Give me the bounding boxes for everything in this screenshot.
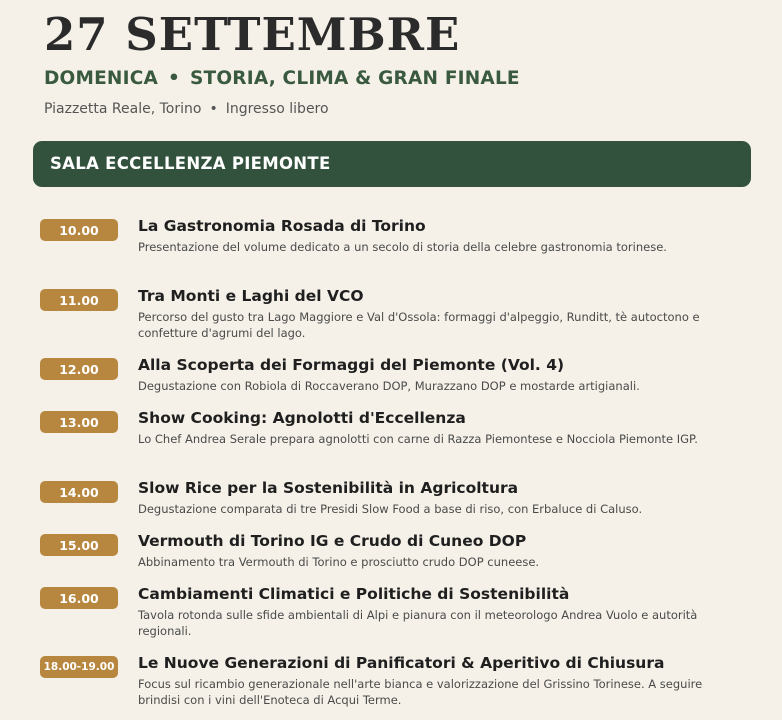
- time-badge: 11.00: [40, 289, 118, 311]
- session-title: Tra Monti e Laghi del VCO: [138, 287, 364, 305]
- session-description: Percorso del gusto tra Lago Maggiore e Val d'Ossola: formaggi d'alpeggio, Runditt, tè autoctono e confetture d'agrumi del lago.: [138, 310, 700, 340]
- time-badge: 15.00: [40, 534, 118, 556]
- session-description: Lo Chef Andrea Serale prepara agnolotti con carne di Razza Piemontese e Nocciola Piemonte IGP.: [138, 432, 698, 446]
- session-description: Degustazione comparata di tre Presidi Slow Food a base di riso, con Erbaluce di Caluso.: [138, 502, 643, 516]
- section-title: SALA ECCELLENZA PIEMONTE: [50, 154, 331, 173]
- time-badge: 18.00-19.00: [40, 656, 118, 678]
- event-theme: STORIA, CLIMA & GRAN FINALE: [190, 68, 520, 89]
- session-title: Show Cooking: Agnolotti d'Eccellenza: [138, 409, 466, 427]
- event-day: DOMENICA: [44, 68, 158, 89]
- time-badge: 14.00: [40, 481, 118, 503]
- session-description: Presentazione del volume dedicato a un secolo di storia della celebre gastronomia torinese.: [138, 240, 667, 254]
- time-badge: 10.00: [40, 219, 118, 241]
- session-title: Cambiamenti Climatici e Politiche di Sostenibilità: [138, 585, 570, 603]
- session-description: Tavola rotonda sulle sfide ambientali di Alpi e pianura con il meteorologo Andrea Vuolo e autorità regionali.: [138, 608, 698, 638]
- session-title: Le Nuove Generazioni di Panificatori & Aperitivo di Chiusura: [138, 654, 665, 672]
- event-venue: Piazzetta Reale, Torino: [44, 101, 202, 117]
- session-title: Vermouth di Torino IG e Crudo di Cuneo DOP: [138, 532, 527, 550]
- session-title: Alla Scoperta dei Formaggi del Piemonte (Vol. 4): [138, 356, 565, 374]
- time-badge: 13.00: [40, 411, 118, 433]
- time-badge: 16.00: [40, 587, 118, 609]
- time-badge: 12.00: [40, 358, 118, 380]
- session-description: Degustazione con Robiola di Roccaverano DOP, Murazzano DOP e mostarde artigianali.: [138, 379, 640, 393]
- session-title: Slow Rice per la Sostenibilità in Agricoltura: [138, 479, 519, 497]
- event-subtitle: [44, 68, 520, 89]
- separator-dot: •: [168, 68, 181, 89]
- session-description: Abbinamento tra Vermouth di Torino e prosciutto crudo DOP cuneese.: [138, 555, 540, 569]
- separator-dot: •: [209, 101, 218, 117]
- session-title: La Gastronomia Rosada di Torino: [138, 217, 426, 235]
- event-location: [44, 101, 329, 117]
- section-banner: [33, 141, 751, 187]
- event-entry: Ingresso libero: [225, 101, 329, 117]
- session-description: Focus sul ricambio generazionale nell'arte bianca e valorizzazione del Grissino Torinese. A seguire brindisi con i vini dell'Enoteca di Acqui Terme.: [138, 677, 703, 707]
- event-date: 27 SETTEMBRE: [44, 8, 461, 61]
